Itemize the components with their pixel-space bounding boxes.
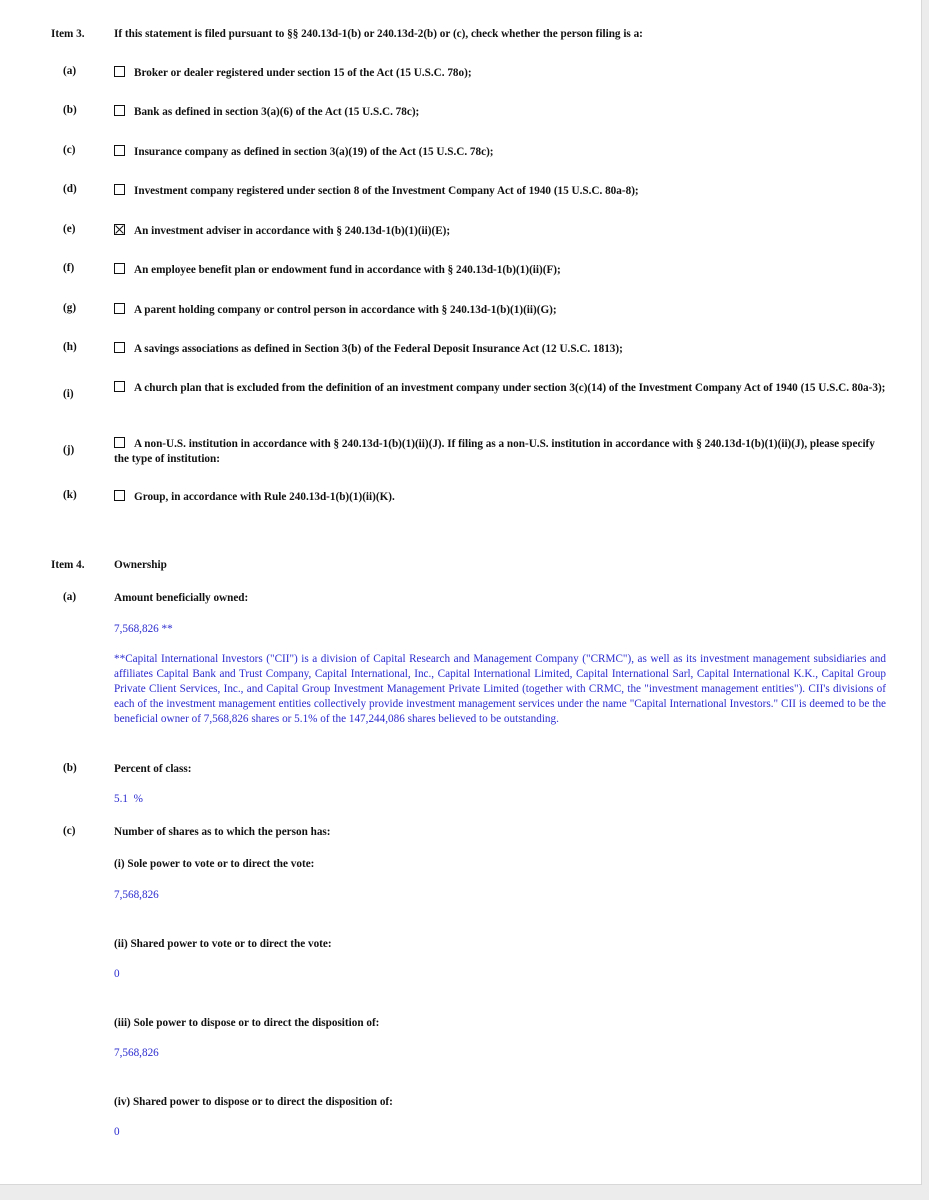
option-text-e: An investment adviser in accordance with § 240.13d-1(b)(1)(ii)(E); (134, 225, 451, 237)
shared-vote-value: 0 (114, 968, 120, 980)
option-row-g (114, 303, 889, 318)
option-row-a (114, 66, 889, 81)
checkbox-unchecked-icon[interactable] (114, 437, 125, 448)
amount-owned-title: Amount beneficially owned: (114, 592, 249, 604)
sole-vote-value: 7,568,826 (114, 889, 159, 901)
option-row-k (114, 490, 889, 505)
option-text-h: A savings associations as defined in Section 3(b) of the Federal Deposit Insurance Act (12 U.S.C. 1813); (134, 343, 623, 355)
checkbox-unchecked-icon[interactable] (114, 342, 125, 353)
item4-a-letter: (a) (63, 591, 77, 603)
option-text-b: Bank as defined in section 3(a)(6) of the Act (15 U.S.C. 78c); (134, 106, 420, 118)
amount-owned-value: 7,568,826 ** (114, 623, 173, 635)
option-row-b (114, 105, 889, 120)
checkbox-unchecked-icon[interactable] (114, 303, 125, 314)
option-letter-a: (a) (63, 65, 77, 77)
sole-dispose-value: 7,568,826 (114, 1047, 159, 1059)
item4-c-letter: (c) (63, 825, 76, 837)
checkbox-unchecked-icon[interactable] (114, 381, 125, 392)
option-text-j: A non-U.S. institution in accordance with § 240.13d-1(b)(1)(ii)(J). If filing as a non-U.S. institution in accordance with § 240.13d-1(b)(1)(ii)(J), please specify the type of institution: (114, 438, 875, 465)
shared-dispose-value: 0 (114, 1126, 120, 1138)
checkbox-unchecked-icon[interactable] (114, 66, 125, 77)
option-text-c: Insurance company as defined in section 3(a)(19) of the Act (15 U.S.C. 78c); (134, 146, 494, 158)
option-letter-j: (j) (63, 444, 75, 456)
option-row-h (114, 342, 889, 357)
option-letter-k: (k) (63, 489, 77, 501)
item3-heading: If this statement is filed pursuant to §§ 240.13d-1(b) or 240.13d-2(b) or (c), check whether the person filing is a: (114, 28, 643, 40)
item3-label: Item 3. (51, 28, 85, 40)
item4-label: Item 4. (51, 559, 85, 571)
checkbox-checked-icon[interactable] (114, 224, 125, 235)
sole-dispose-title: (iii) Sole power to dispose or to direct the disposition of: (114, 1017, 380, 1029)
shares-power-title: Number of shares as to which the person has: (114, 826, 331, 838)
option-letter-h: (h) (63, 341, 77, 353)
option-row-j (114, 437, 889, 467)
option-letter-e: (e) (63, 223, 76, 235)
shared-vote-title: (ii) Shared power to vote or to direct the vote: (114, 938, 332, 950)
option-row-e (114, 224, 889, 239)
option-letter-f: (f) (63, 262, 75, 274)
checkbox-unchecked-icon[interactable] (114, 490, 125, 501)
item4-b-letter: (b) (63, 762, 77, 774)
option-text-k: Group, in accordance with Rule 240.13d-1(b)(1)(ii)(K). (134, 491, 395, 503)
checkbox-unchecked-icon[interactable] (114, 263, 125, 274)
option-text-g: A parent holding company or control person in accordance with § 240.13d-1(b)(1)(ii)(G); (134, 304, 557, 316)
checkbox-unchecked-icon[interactable] (114, 184, 125, 195)
option-row-c (114, 145, 889, 160)
shared-dispose-title: (iv) Shared power to dispose or to direct the disposition of: (114, 1096, 393, 1108)
option-letter-b: (b) (63, 104, 77, 116)
option-row-i (114, 381, 889, 396)
percent-class-value: 5.1 % (114, 793, 143, 805)
option-row-f (114, 263, 889, 278)
checkbox-unchecked-icon[interactable] (114, 105, 125, 116)
option-letter-i: (i) (63, 388, 74, 400)
option-letter-g: (g) (63, 302, 77, 314)
checkbox-unchecked-icon[interactable] (114, 145, 125, 156)
option-text-i: A church plan that is excluded from the definition of an investment company under section 3(c)(14) of the Investment Company Act of 1940 (15 U.S.C. 80a-3); (134, 382, 886, 394)
item4-heading: Ownership (114, 559, 167, 571)
ownership-footnote: **Capital International Investors ("CII") is a division of Capital Research and Management Company ("CRMC"), as well as its investment management subsidiaries and affiliates Capital Bank and Trust Company, Capital International, Inc., Capital International Limited, Capital International Sarl, Capital International K.K., Capital Group Private Client Services, Inc., and Capital Group Investment Management Private Limited (together with CRMC, the "investment management entities"). CII's divisions of each of the investment management entities collectively provide investment management services under the name "Capital International Investors." CII is deemed to be the beneficial owner of 7,568,826 shares or 5.1% of the 147,244,086 shares believed to be outstanding. (114, 653, 886, 725)
option-letter-c: (c) (63, 144, 76, 156)
option-text-d: Investment company registered under section 8 of the Investment Company Act of 1940 (15 U.S.C. 80a-8); (134, 185, 639, 197)
percent-class-title: Percent of class: (114, 763, 192, 775)
option-row-d (114, 184, 889, 199)
option-text-f: An employee benefit plan or endowment fund in accordance with § 240.13d-1(b)(1)(ii)(F); (134, 264, 561, 276)
option-letter-d: (d) (63, 183, 77, 195)
option-text-a: Broker or dealer registered under section 15 of the Act (15 U.S.C. 78o); (134, 67, 472, 79)
sole-vote-title: (i) Sole power to vote or to direct the vote: (114, 858, 315, 870)
